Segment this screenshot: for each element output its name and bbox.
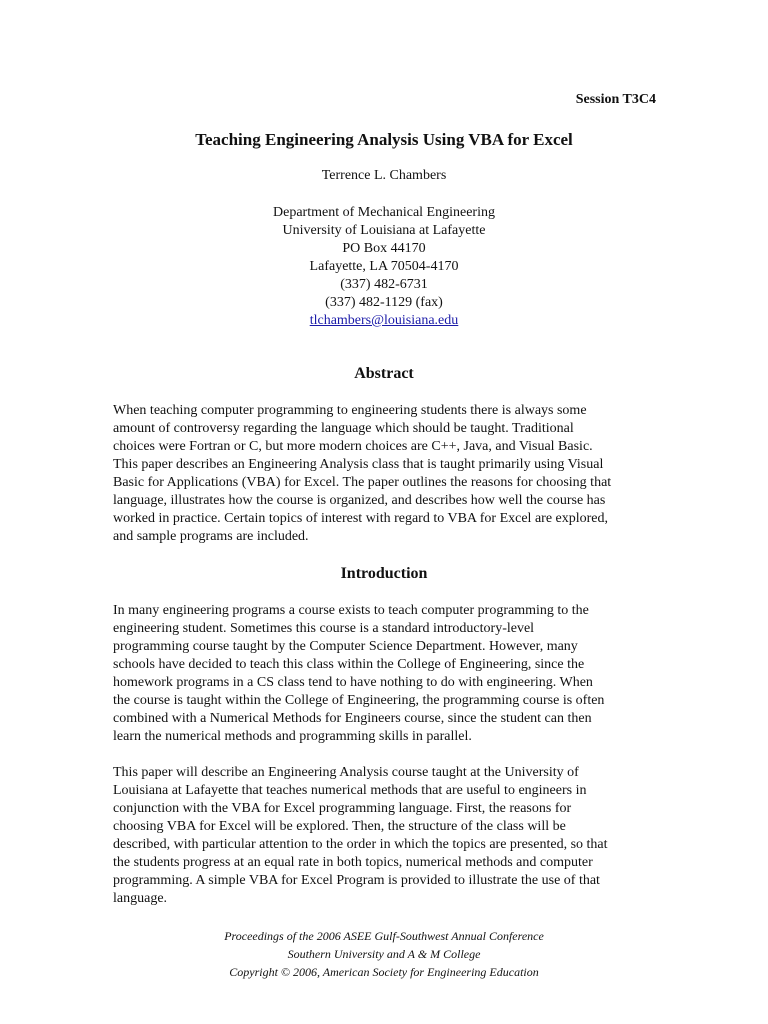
abstract-line: This paper describes an Engineering Analysis class that is taught primarily using Visual — [113, 457, 604, 472]
intro-line: language. — [113, 891, 168, 906]
abstract-line: When teaching computer programming to engineering students there is always some — [113, 403, 587, 418]
introduction-heading: Introduction — [340, 565, 428, 582]
abstract-line: and sample programs are included. — [113, 529, 309, 544]
intro-line: engineering student. Sometimes this course is a standard introductory-level — [113, 621, 535, 636]
abstract-line: choices were Fortran or C, but more modern choices are C++, Java, and Visual Basic. — [113, 439, 593, 454]
abstract-line: Basic for Applications (VBA) for Excel. The paper outlines the reasons for choosing that — [113, 475, 612, 490]
introduction-paragraph-2 — [113, 764, 658, 908]
paper-title: Teaching Engineering Analysis Using VBA for Excel — [195, 130, 573, 149]
footer-copyright: Copyright © 2006, American Society for Engineering Education — [229, 965, 539, 979]
affiliation-phone: (337) 482-6731 — [340, 277, 428, 292]
author-name: Terrence L. Chambers — [321, 168, 447, 183]
intro-line: Louisiana at Lafayette that teaches numerical methods that are useful to engineers in — [113, 783, 587, 798]
affiliation-fax: (337) 482-1129 (fax) — [325, 295, 443, 310]
intro-line: described, with particular attention to the order in which the topics are presented, so that — [113, 837, 608, 852]
intro-line: combined with a Numerical Methods for Engineers course, since the student can then — [113, 711, 592, 726]
author-email-link[interactable]: tlchambers@louisiana.edu — [309, 313, 459, 328]
affiliation-city: Lafayette, LA 70504-4170 — [309, 259, 459, 274]
intro-line: the course is taught within the College of Engineering, the programming course is often — [113, 693, 605, 708]
author-affiliation — [0, 204, 768, 330]
intro-line: In many engineering programs a course exists to teach computer programming to the — [113, 603, 589, 618]
affiliation-department: Department of Mechanical Engineering — [273, 205, 495, 220]
footer-host: Southern University and A & M College — [287, 947, 481, 961]
introduction-paragraph-1 — [113, 602, 658, 746]
abstract-heading: Abstract — [354, 365, 414, 382]
proceedings-footer — [0, 927, 768, 981]
intro-line: programming course taught by the Computer Science Department. However, many — [113, 639, 578, 654]
affiliation-university: University of Louisiana at Lafayette — [282, 223, 486, 238]
intro-line: programming. A simple VBA for Excel Program is provided to illustrate the use of that — [113, 873, 600, 888]
session-label: Session T3C4 — [575, 92, 656, 107]
abstract-paragraph — [113, 402, 658, 546]
intro-line: learn the numerical methods and programming skills in parallel. — [113, 729, 472, 744]
intro-line: the students progress at an equal rate in both topics, numerical methods and computer — [113, 855, 593, 870]
footer-proceedings: Proceedings of the 2006 ASEE Gulf-Southwest Annual Conference — [224, 929, 544, 943]
abstract-line: language, illustrates how the course is organized, and describes how well the course has — [113, 493, 606, 508]
intro-line: This paper will describe an Engineering Analysis course taught at the University of — [113, 765, 579, 780]
abstract-line: amount of controversy regarding the language which should be taught. Traditional — [113, 421, 574, 436]
intro-line: choosing VBA for Excel will be explored. Then, the structure of the class will be — [113, 819, 566, 834]
affiliation-po-box: PO Box 44170 — [342, 241, 426, 256]
intro-line: conjunction with the VBA for Excel programming language. First, the reasons for — [113, 801, 572, 816]
intro-line: homework programs in a CS class tend to have nothing to do with engineering. When — [113, 675, 593, 690]
intro-line: schools have decided to teach this class within the College of Engineering, since the — [113, 657, 585, 672]
abstract-line: worked in practice. Certain topics of interest with regard to VBA for Excel are explored, — [113, 511, 609, 526]
